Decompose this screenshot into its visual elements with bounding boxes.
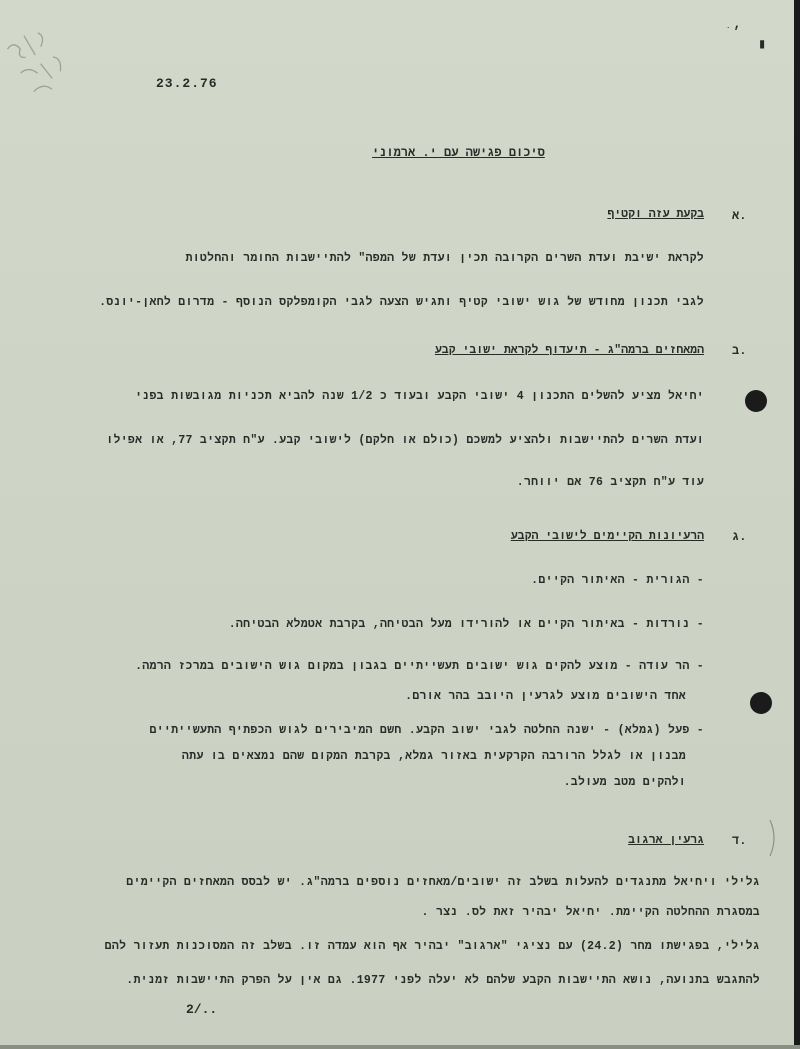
section-d-line-4: להתגבש בתנועה, נושא התיישבות הקבע שלהם לא יעלה לפני 1977. גם אין על הפרק התיישבות זמנית. [126, 974, 760, 987]
document-title: סיכום פגישה עם י. ארמוני [372, 146, 545, 160]
section-b-marker: ב. [732, 344, 747, 358]
pencil-annotation [0, 11, 99, 123]
section-b-line-2: ועדת השרים להתיישבות ולהציע למשכם (כולם או חלקם) לישובי קבע. ע"ח תקציב 77, או אפילו [106, 434, 704, 447]
section-a-marker: א. [732, 209, 747, 223]
section-c-heading: הרעיונות הקיימים לישובי הקבע [510, 530, 704, 543]
margin-bracket [768, 818, 780, 858]
scan-edge-right [794, 0, 800, 1049]
section-c-line-5: - פעל (גמלא) - ישנה החלטה לגבי ישוב הקבע. חשם המיבירים לגוש הכפתיף התעשייתיים [149, 724, 704, 737]
section-b-heading: המאחזים ברמה"ג - תיעדוף לקראת ישובי קבע [434, 344, 704, 357]
section-d-marker: ד. [732, 834, 747, 848]
section-c-line-4: אחד הישובים מוצע לגרעין היובב בהר אורם. [405, 690, 686, 703]
section-c-line-2: - נורדות - באיתור הקיים או להורידו מעל הבטיחה, בקרבת אטמלא הבטיחה. [228, 618, 704, 631]
corner-mark: ׁ ׳ [724, 26, 741, 42]
corner-mark-2: ▮ [758, 37, 767, 53]
section-c-marker: ג. [732, 530, 747, 544]
section-b-line-3: עוד ע"ח תקציב 76 אם יווחר. [516, 476, 704, 489]
section-a-heading: בקעת עזה וקטיף [607, 208, 704, 221]
section-d-heading: גרעין ארגוב [628, 834, 704, 847]
section-c-line-6: מבנון או לגלל הרורבה הקרקעית באזור גמלא, בקרבת המקום שהם נמצאים בו עתה [181, 750, 686, 763]
section-b-line-1: יחיאל מציע להשלים התכנון 4 ישובי הקבע ובעוד כ 1/2 שנה להביא תכניות מגובשות בפני [135, 390, 704, 403]
section-d-line-1: גלילי ויחיאל מתנגדים להעלות בשלב זה ישובים/מאחזים נוספים ברמה"ג. יש לבסס המאחזים הקיימים [126, 876, 760, 889]
scan-edge-bottom [0, 1045, 800, 1049]
section-a-line-2: לגבי תכנון מחודש של גוש ישובי קטיף ותגיש הצעה לגבי הקומפלקס הנוסף - מדרום לחאן-יונס. [99, 296, 704, 309]
section-a-line-1: לקראת ישיבת ועדת השרים הקרובה תכין ועדת של המפה" להתיישבות החומר והחלטות [185, 252, 704, 265]
page-continuation: 2/.. [186, 1002, 218, 1017]
section-c-line-7: ולהקים מטב מעולב. [563, 776, 686, 789]
document-date: 23.2.76 [156, 76, 218, 91]
section-d-line-3: גלילי, בפגישתו מחר (24.2) עם נציגי "ארגוב" יבהיר אף הוא עמדה זו. בשלב זה המסוכנות תעזור להם [104, 940, 760, 953]
punch-hole-top [745, 390, 767, 412]
section-d-line-2: במסגרת ההחלטה הקיימת. יחיאל יבהיר זאת לס. נצר . [421, 906, 760, 919]
section-c-line-1: - הגורית - האיתור הקיים. [531, 574, 704, 587]
punch-hole-bottom [750, 692, 772, 714]
section-c-line-3: - הר עודה - מוצע להקים גוש ישובים תעשייתיים בגבון במקום גוש הישובים במרכז הרמה. [135, 660, 704, 673]
